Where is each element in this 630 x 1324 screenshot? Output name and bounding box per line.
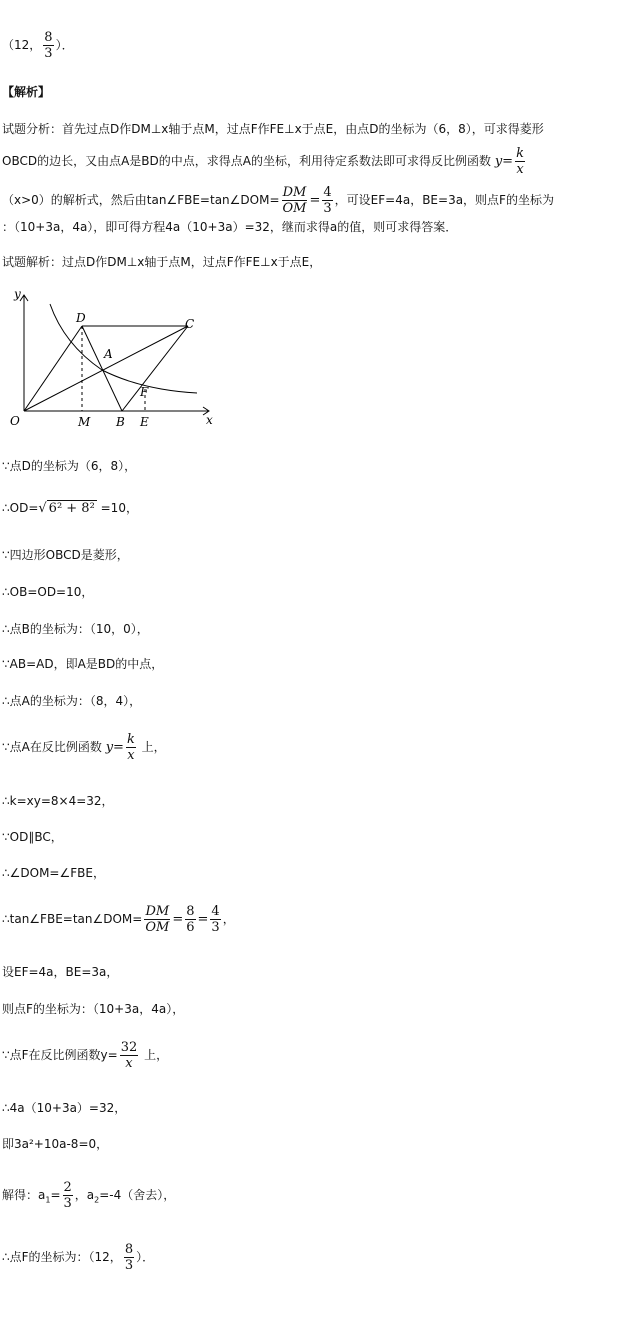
eight-sixths-fraction (185, 904, 195, 935)
step-18 (2, 1180, 175, 1211)
frac-den: OM (282, 201, 307, 216)
frac-den: 3 (63, 1196, 72, 1211)
label-M: M (78, 415, 91, 429)
top-answer (2, 30, 74, 61)
dm-om-fraction (282, 185, 308, 216)
frac-den: 3 (124, 1258, 134, 1273)
frac-den: 3 (211, 920, 220, 935)
step-19 (2, 1242, 154, 1273)
four-thirds-fraction (210, 904, 220, 935)
answer-suffix: ）． (55, 38, 74, 52)
answer-fraction (43, 30, 53, 61)
segment-DB (82, 326, 122, 411)
frac-den: OM (145, 920, 170, 935)
subscript-1: 1 (45, 1195, 51, 1205)
step-12-suffix: ， (222, 912, 235, 926)
step-8-prefix: ∵点A在反比例函数 (2, 740, 102, 754)
label-A: A (104, 347, 113, 361)
analysis-line-3 (2, 185, 554, 216)
label-y: y (14, 287, 21, 301)
step-15 (2, 1040, 168, 1071)
frac-den: x (516, 162, 524, 177)
solution-intro: 试题解析：过点D作DM⊥x轴于点M，过点F作FE⊥x于点E， (2, 255, 322, 269)
eight-thirds-fraction (124, 1242, 134, 1273)
step-2-prefix: ∴OD= (2, 501, 39, 515)
geometry-diagram (2, 286, 217, 436)
equals-sign: = (50, 1188, 61, 1202)
frac-num: 8 (186, 904, 195, 919)
func-eq: = (502, 154, 514, 169)
step-19-suffix: ）． (136, 1250, 155, 1264)
frac-num: 8 (124, 1242, 134, 1257)
step-17: 即3a²+10a-8=0， (2, 1137, 109, 1151)
step-15-prefix: ∵点F在反比例函数y= (2, 1048, 118, 1062)
frac-num: k (516, 146, 524, 161)
step-2-result: =10， (100, 501, 138, 515)
frac-den: 6 (186, 920, 195, 935)
segment-OD (24, 326, 82, 411)
frac-den: 3 (323, 201, 332, 216)
step-3: ∵四边形OBCD是菱形， (2, 548, 129, 562)
func-y: y (105, 740, 114, 755)
two-thirds-fraction (63, 1180, 73, 1211)
step-16: ∴4a（10+3a）=32， (2, 1101, 127, 1115)
step-11: ∴∠DOM=∠FBE， (2, 866, 105, 880)
thirty-two-over-x-fraction (120, 1040, 139, 1071)
step-18-suffix: =-4（舍去）， (99, 1188, 176, 1202)
label-D: D (76, 311, 86, 325)
step-6: ∵AB=AD，即A是BD的中点， (2, 657, 164, 671)
label-B: B (116, 415, 125, 429)
frac-num: 4 (211, 904, 220, 919)
step-2 (2, 500, 138, 517)
answer-frac-den: 3 (44, 46, 53, 61)
step-9: ∴k=xy=8×4=32， (2, 794, 114, 808)
frac-den: x (125, 1056, 133, 1071)
func-k-over-x (515, 146, 525, 177)
frac-den: x (127, 748, 135, 763)
step-13: 设EF=4a，BE=3a， (2, 965, 119, 979)
k-over-x-fraction (126, 732, 136, 763)
analysis-line-4: ：（10+3a，4a），即可得方程4a（10+3a）=32，继而求得a的值，则可求得答案． (2, 220, 458, 234)
answer-frac-num: 8 (44, 30, 53, 45)
step-4: ∴OB=OD=10， (2, 585, 94, 599)
label-O: O (10, 414, 20, 428)
label-E: E (140, 415, 149, 429)
label-C: C (185, 317, 195, 331)
step-5: ∴点B的坐标为：（10，0）， (2, 622, 149, 636)
analysis-line-1: 试题分析：首先过点D作DM⊥x轴于点M，过点F作FE⊥x于点E，由点D的坐标为（6，8），可求得菱形 (2, 122, 544, 136)
frac-num: k (126, 732, 135, 747)
section-heading: 【解析】 (2, 85, 51, 99)
equals-sign: = (309, 193, 321, 208)
step-18-mid: ，a (74, 1188, 95, 1202)
segment-OC (24, 326, 188, 411)
frac-num: DM (145, 904, 170, 919)
analysis-line-2-text: OBCD的边长，又由点A是BD的中点，求得点A的坐标，利用待定系数法即可求得反比例函数 (2, 154, 491, 168)
step-19-prefix: ∴点F的坐标为：（12， (2, 1250, 122, 1264)
step-18-prefix: 解得：a (2, 1188, 46, 1202)
step-8 (2, 732, 166, 763)
frac-num: 32 (120, 1040, 138, 1055)
equals-sign: = (113, 740, 124, 755)
step-12 (2, 904, 235, 935)
answer-prefix: （12， (2, 38, 42, 52)
frac-num: 2 (63, 1180, 72, 1195)
label-x: x (206, 413, 213, 427)
label-F: F (140, 385, 149, 399)
four-thirds-fraction (322, 185, 332, 216)
sqrt-radicand: 6² + 8² (48, 501, 95, 516)
step-8-suffix: 上， (141, 740, 166, 754)
analysis-line-3-a: （x>0）的解析式，然后由tan∠FBE=tan∠DOM= (2, 193, 280, 207)
analysis-line-2 (2, 146, 527, 177)
dm-om-fraction (144, 904, 170, 935)
func-y: y (494, 154, 503, 169)
segment-CB (122, 326, 188, 411)
step-15-suffix: 上， (144, 1048, 169, 1062)
subscript-2: 2 (94, 1195, 100, 1205)
hyperbola-curve (50, 304, 197, 393)
equals-sign: = (197, 912, 209, 927)
step-14: 则点F的坐标为：（10+3a，4a）， (2, 1002, 185, 1016)
step-1: ∵点D的坐标为（6，8）， (2, 459, 137, 473)
equals-sign: = (172, 912, 184, 927)
analysis-line-3-b: ，可设EF=4a，BE=3a，则点F的坐标为 (334, 193, 554, 207)
frac-num: 4 (323, 185, 332, 200)
sqrt-expression: √ 6² + 8² (38, 501, 95, 516)
step-7: ∴点A的坐标为：（8，4）， (2, 694, 142, 708)
step-10: ∵OD∥BC， (2, 830, 63, 844)
step-12-prefix: ∴tan∠FBE=tan∠DOM= (2, 912, 143, 926)
frac-num: DM (282, 185, 307, 200)
